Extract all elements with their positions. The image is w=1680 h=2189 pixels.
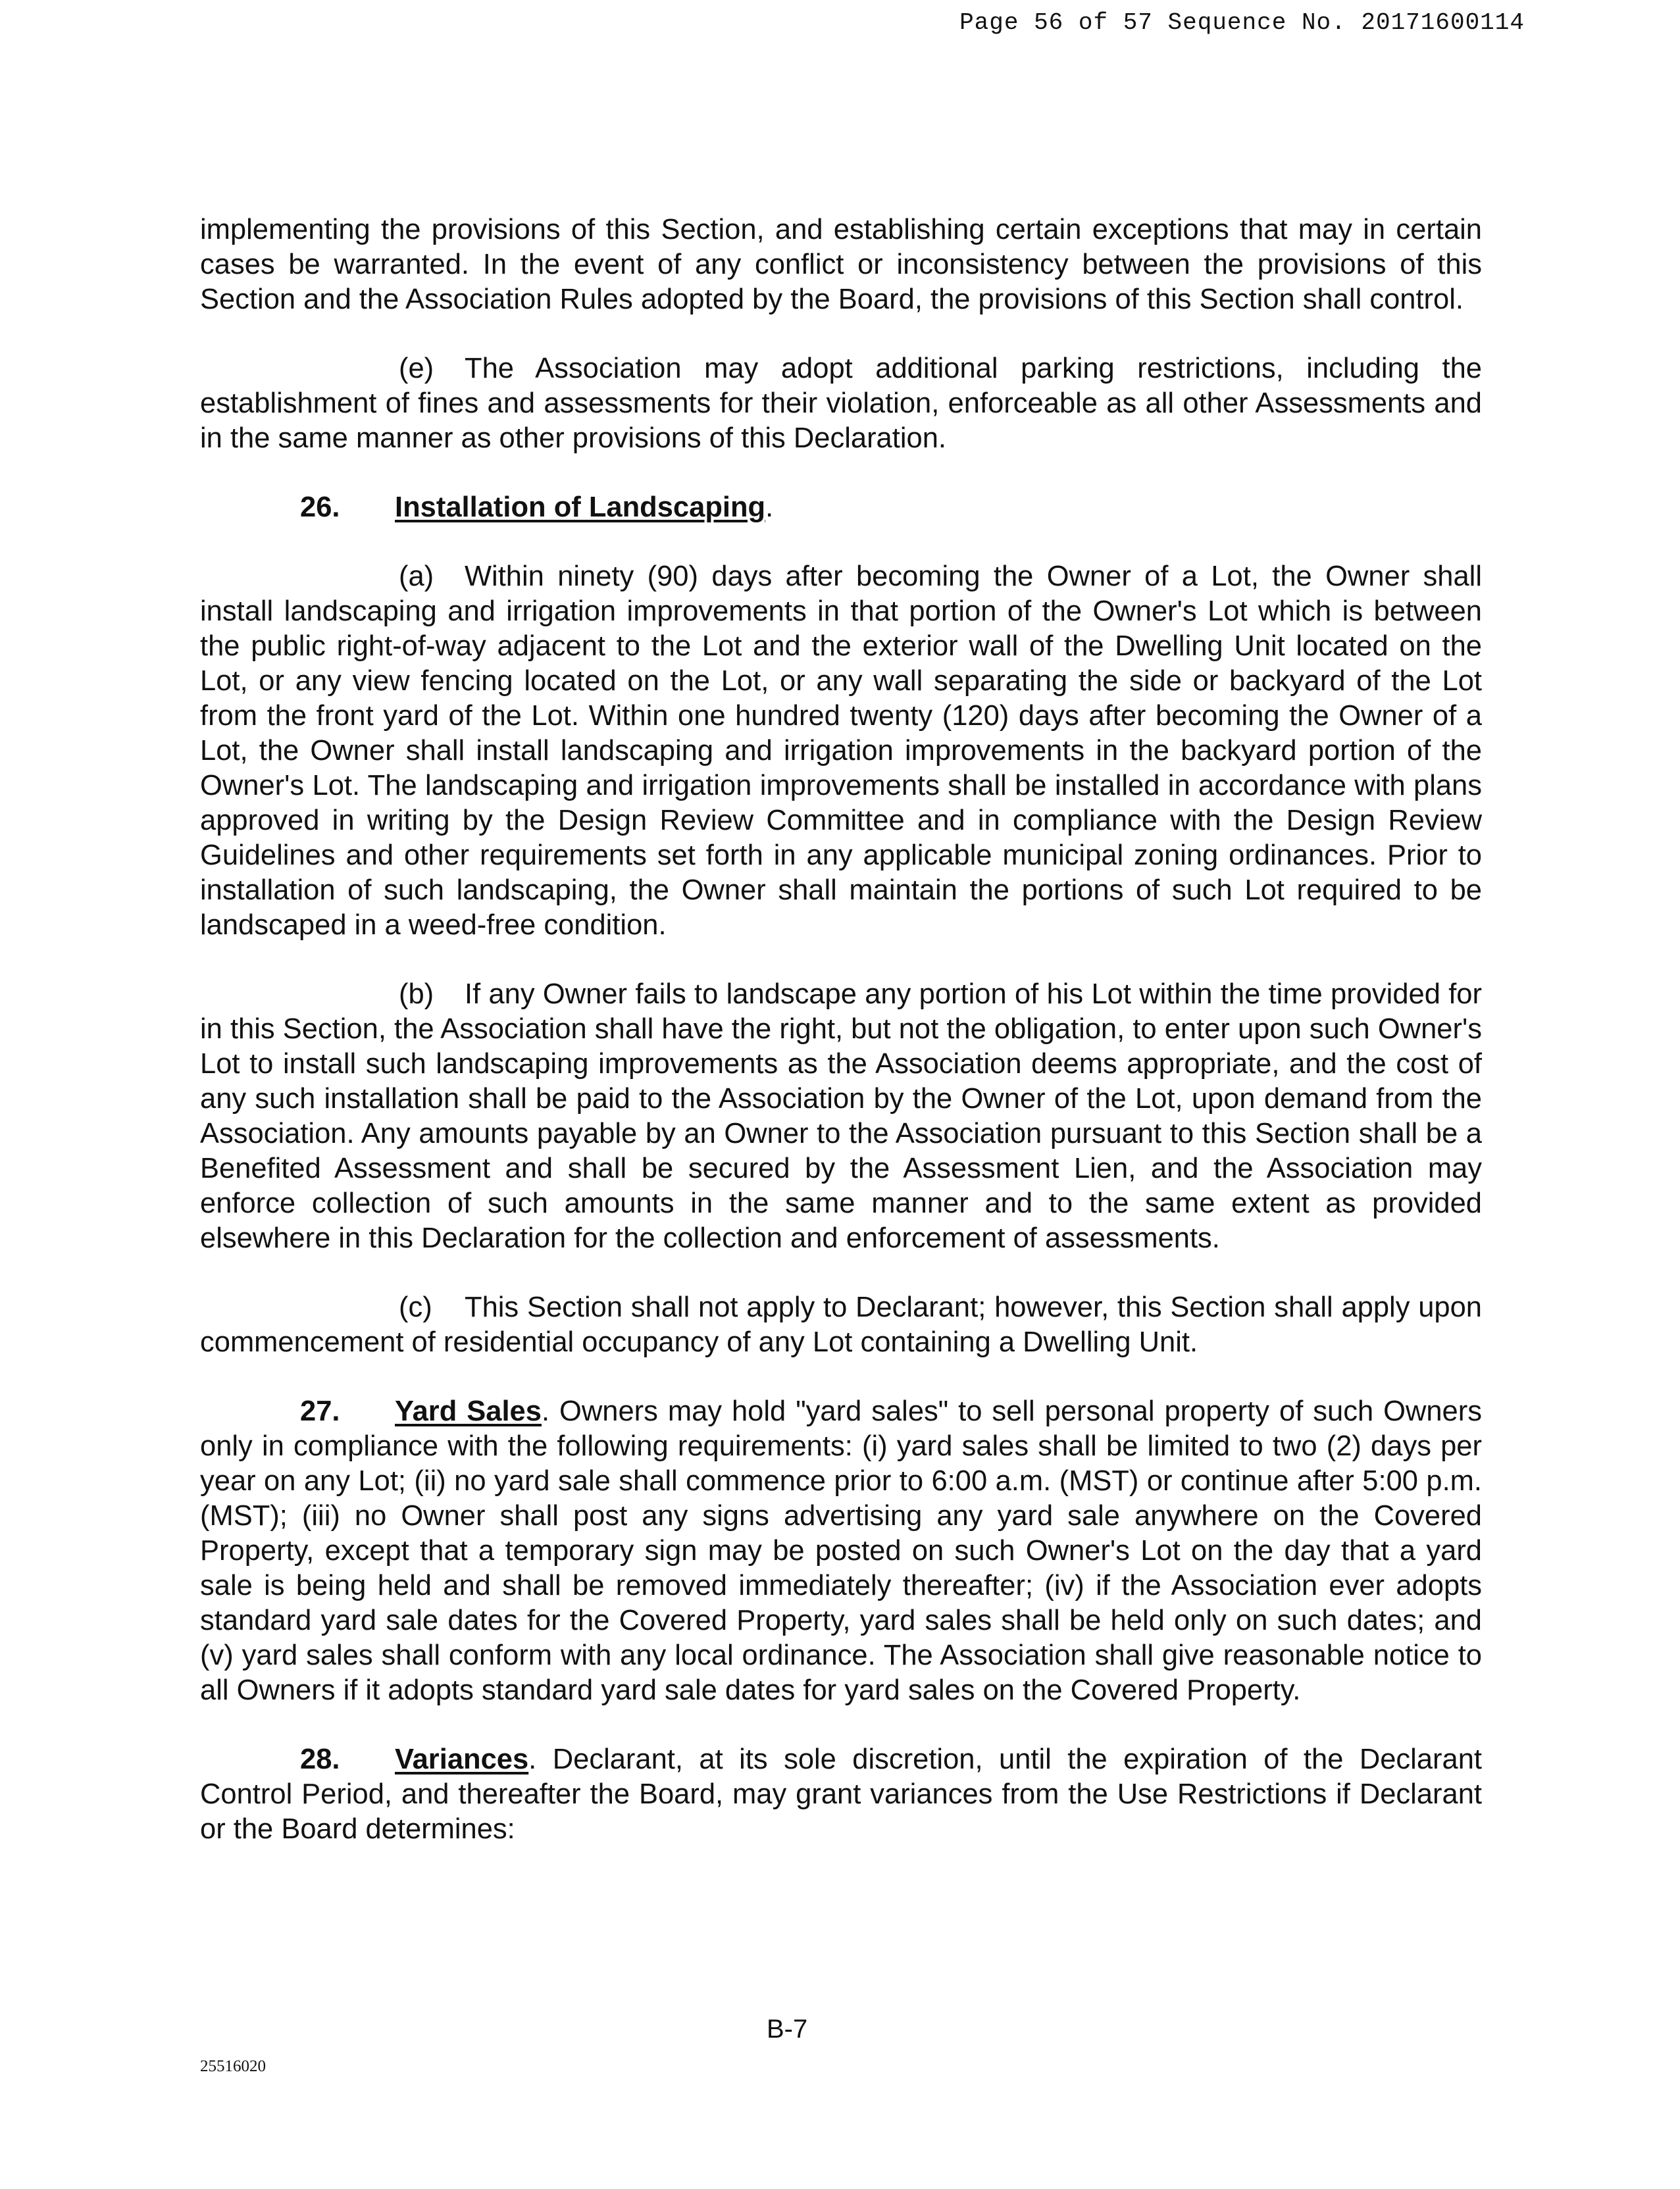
paragraph-e [200,351,1482,456]
paragraph-26c-text: This Section shall not apply to Declarant; however, this Section shall apply upon commencement of residential occupancy of any Lot containing a Dwelling Unit. [200,1292,1482,1358]
section-28 [200,1742,1482,1847]
paragraph-intro: implementing the provisions of this Section, and establishing certain exceptions that may in certain cases be warranted. In the event of any conflict or inconsistency between the provisions of this Section and the Association Rules adopted by the Board, the provisions of this Section shall control. [200,214,1482,315]
section-26-title-suffix: . [765,491,774,523]
section-27-title-suffix: . [541,1396,550,1427]
paragraph-26b-label: (b) [399,978,434,1010]
paragraph-26c [200,1290,1482,1360]
paragraph-26a-text: Within ninety (90) days after becoming the Owner of a Lot, the Owner shall install landscaping and irrigation improvements in that portion of the Owner's Lot which is between the public right-of-way adjacent to the Lot and the exterior wall of the Dwelling Unit located on the Lot, or any view fencing located on the Lot, or any wall separating the side or backyard of the Lot from the front yard of the Lot. Within one hundred twenty (120) days after becoming the Owner of a Lot, the Owner shall install landscaping and irrigation improvements in the backyard portion of the Owner's Lot. The landscaping and irrigation improvements shall be installed in accordance with plans approved in writing by the Design Review Committee and in compliance with the Design Review Guidelines and other requirements set forth in any applicable municipal zoning ordinances. Prior to installation of such landscaping, the Owner shall maintain the portions of such Lot required to be landscaped in a weed-free condition. [200,561,1482,941]
section-28-title-suffix: . [528,1744,537,1775]
paragraph-26c-label: (c) [399,1292,432,1323]
paragraph-e-text: The Association may adopt additional parking restrictions, including the establishment of fines and assessments for their violation, enforceable as all other Assessments and in the same manner as other provisions of this Declaration. [200,353,1482,454]
paragraph-e-label: (e) [399,353,434,384]
paragraph-26a [200,559,1482,943]
section-27-text: Owners may hold "yard sales" to sell personal property of such Owners only in compliance with the following requirements: (i) yard sales shall be limited to two (2) days per year on any Lot; (ii) no yard sale shall commence prior to 6:00 a.m. (MST) or continue after 5:00 p.m. (MST); (iii) no Owner shall post any signs advertising any yard sale anywhere on the Covered Property, except that a temporary sign may be posted on such Owner's Lot on the day that a yard sale is being held and shall be removed immediately thereafter; (iv) if the Association ever adopts standard yard sale dates for the Covered Property, yard sales shall be held only on such dates; and (v) yard sales shall conform with any local ordinance. The Association shall give reasonable notice to all Owners if it adopts standard yard sale dates for yard sales on the Covered Property. [200,1396,1482,1706]
paragraph-26b [200,977,1482,1256]
paragraph-26b-text: If any Owner fails to landscape any portion of his Lot within the time provided for in this Section, the Association shall have the right, but not the obligation, to enter upon such Owner's Lot to install such landscaping improvements as the Association deems appropriate, and the cost of any such installation shall be paid to the Association by the Owner of the Lot, upon demand from the Association. Any amounts payable by an Owner to the Association pursuant to this Section shall be a Benefited Assessment and shall be secured by the Assessment Lien, and the Association may enforce collection of such amounts in the same manner and to the same extent as provided elsewhere in this Declaration for the collection and enforcement of assessments. [200,978,1482,1254]
document-body [200,213,1482,1881]
section-26-title: Installation of Landscaping [395,491,766,523]
page-number: B-7 [767,2015,808,2044]
section-27 [200,1394,1482,1708]
section-28-text: Declarant, at its sole discretion, until the expiration of the Declarant Control Period, and thereafter the Board, may grant variances from the Use Restrictions if Declarant or the Board determines: [200,1744,1482,1845]
document-id: 25516020 [200,2057,266,2075]
section-28-title: Variances [395,1744,529,1775]
paragraph-26a-label: (a) [399,561,434,592]
section-26-heading [200,490,1482,525]
section-26-number: 26. [300,491,340,523]
page-sequence-header: Page 56 of 57 Sequence No. 20171600114 [959,9,1525,36]
section-28-number: 28. [300,1744,340,1775]
section-27-title: Yard Sales [395,1396,542,1427]
section-27-number: 27. [300,1396,340,1427]
